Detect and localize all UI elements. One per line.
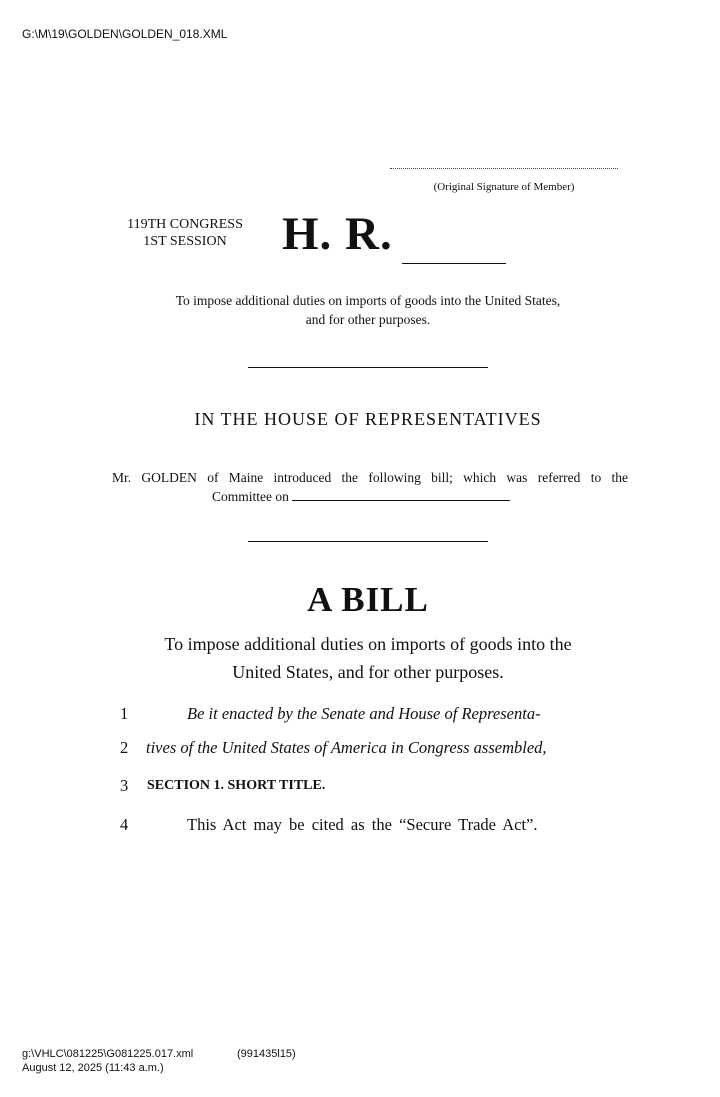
divider-rule xyxy=(248,367,488,368)
long-title-line-2: United States, and for other purposes. xyxy=(232,662,504,682)
enacting-clause-line: Be it enacted by the Senate and House of Representa- xyxy=(187,704,541,723)
summary-line-2: and for other purposes. xyxy=(305,312,431,327)
footer-doc-id: (991435l15) xyxy=(237,1048,296,1060)
long-title xyxy=(100,630,636,686)
intro-prefix: Mr. xyxy=(112,470,142,485)
bill-number-blank xyxy=(402,263,506,264)
a-bill-heading: A BILL xyxy=(307,580,429,619)
line-number: 3 xyxy=(120,776,129,795)
introduction-statement xyxy=(112,468,628,506)
footer-date: August 12, 2025 (11:43 a.m.) xyxy=(22,1062,164,1074)
house-heading: IN THE HOUSE OF REPRESENTATIVES xyxy=(194,409,542,429)
session-number: 1ST SESSION xyxy=(143,234,227,249)
bill-designation: H. R. xyxy=(282,208,393,260)
enacting-clause-line: tives of the United States of America in Congress assembled, xyxy=(146,738,547,757)
sponsor-name: GOLDEN xyxy=(141,470,197,485)
footer-path: g:\VHLC\081225\G081225.017.xml xyxy=(22,1048,194,1060)
bill-line xyxy=(120,738,640,768)
bill-summary xyxy=(100,291,636,329)
committee-blank xyxy=(292,487,510,501)
divider-rule xyxy=(248,541,488,542)
section-heading: SECTION 1. SHORT TITLE. xyxy=(147,778,326,793)
bill-line xyxy=(120,776,640,806)
line-number: 1 xyxy=(120,704,129,723)
congress-session-block xyxy=(100,216,270,250)
committee-label: Committee on xyxy=(212,489,293,504)
line-number: 4 xyxy=(120,815,129,834)
intro-rest: of Maine introduced the following bill; which was referred to the xyxy=(196,470,628,485)
long-title-line-1: To impose additional duties on imports of goods into the xyxy=(164,634,572,654)
introduction-line-2 xyxy=(112,487,628,506)
line-number: 2 xyxy=(120,738,129,757)
introduction-line-1 xyxy=(112,468,628,487)
bill-line xyxy=(120,815,640,845)
short-title-text: This Act may be cited as the “Secure Trade Act”. xyxy=(187,815,538,834)
bill-line xyxy=(120,704,640,734)
signature-label: (Original Signature of Member) xyxy=(433,181,575,193)
congress-number: 119TH CONGRESS xyxy=(127,217,243,232)
signature-line xyxy=(390,168,618,169)
file-path-header: G:\M\19\GOLDEN\GOLDEN_018.XML xyxy=(22,27,228,41)
summary-line-1: To impose additional duties on imports of goods into the United States, xyxy=(175,293,561,308)
